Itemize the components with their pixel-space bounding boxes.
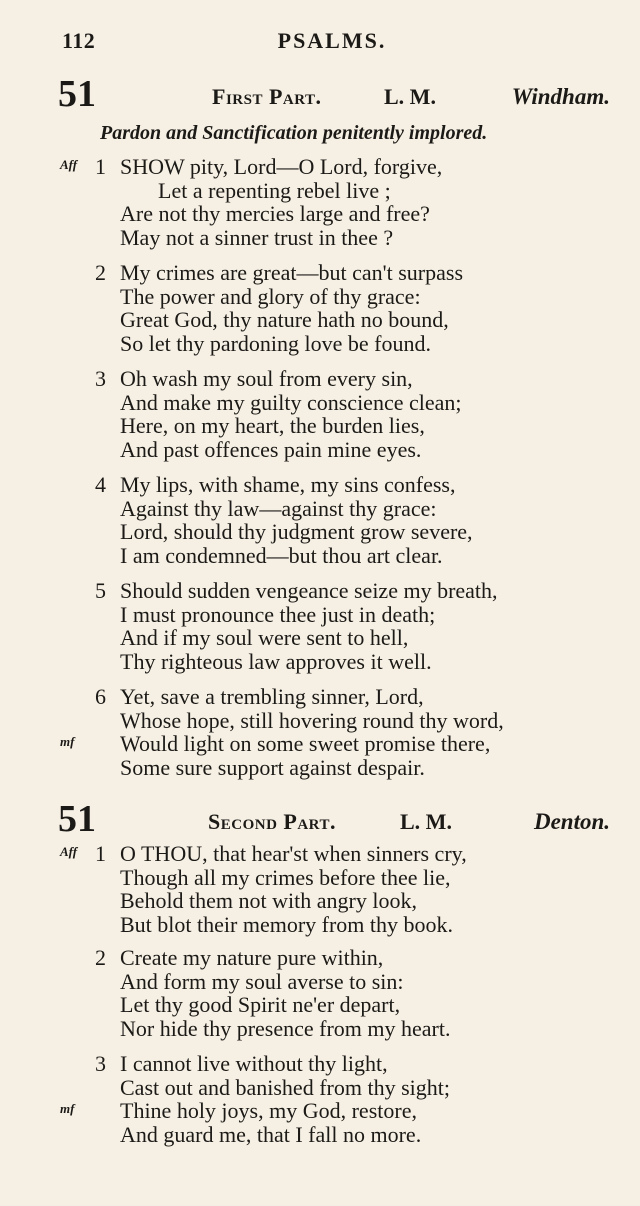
- stanza: [58, 842, 618, 936]
- hymn-subtitle: Pardon and Sanctification penitently implored.: [100, 122, 488, 144]
- verse-line: Here, on my heart, the burden lies,: [120, 413, 425, 438]
- tune-name: Windham.: [511, 84, 610, 109]
- verse-line: Let a repenting rebel live ;: [158, 177, 391, 203]
- verse-line: Thine holy joys, my God, restore,: [120, 1098, 417, 1123]
- verse-line: The power and glory of thy grace:: [120, 283, 421, 309]
- verse-line: Behold them not with angry look,: [120, 888, 417, 913]
- page-number: 112: [62, 28, 96, 53]
- dynamic-marking: Aff: [60, 157, 78, 172]
- stanza: [58, 261, 618, 355]
- verse-line: Are not thy mercies large and free?: [120, 201, 430, 226]
- hymn-number: 51: [58, 798, 96, 840]
- verse-line: Should sudden vengeance seize my breath,: [120, 578, 498, 603]
- page-header: [62, 28, 602, 60]
- meter-label: L. M.: [400, 809, 452, 834]
- hymn-heading-second-part: [58, 799, 610, 843]
- verse-number: 1: [95, 841, 106, 866]
- verse-number: 1: [95, 154, 106, 179]
- dynamic-marking: Aff: [60, 844, 78, 859]
- verse-line: My lips, with shame, my sins confess,: [120, 472, 456, 497]
- verse-line: Oh wash my soul from every sin,: [120, 366, 413, 391]
- verse-line: I cannot live without thy light,: [120, 1051, 388, 1076]
- part-label: First Part.: [212, 84, 322, 109]
- stanza: [58, 367, 618, 461]
- verse-line: Cast out and banished from thy sight;: [120, 1074, 450, 1100]
- dynamic-marking: mf: [60, 1101, 75, 1116]
- verse-number: 6: [95, 684, 106, 709]
- verse-line: Create my nature pure within,: [120, 945, 384, 970]
- hymn-heading-first-part: [58, 74, 610, 118]
- stanza: [58, 685, 618, 779]
- verse-number: 3: [95, 1051, 106, 1076]
- hymn-number: 51: [58, 73, 96, 115]
- verse-line: And if my soul were sent to hell,: [120, 625, 409, 650]
- verse-line: But blot their memory from thy book.: [120, 911, 454, 937]
- verse-line: Though all my crimes before thee lie,: [120, 864, 451, 890]
- verse-line: Nor hide thy presence from my heart.: [120, 1015, 451, 1041]
- stanza: [58, 473, 618, 567]
- running-title: PSALMS.: [277, 28, 387, 53]
- verse-line: Let thy good Spirit ne'er depart,: [120, 992, 401, 1017]
- verse-number: 2: [95, 945, 106, 970]
- verse-line: And guard me, that I fall no more.: [120, 1121, 422, 1147]
- verse-number: 2: [95, 260, 106, 285]
- verse-line: Some sure support against despair.: [120, 754, 425, 780]
- verse-number: 5: [95, 578, 106, 603]
- verse-number: 4: [95, 472, 106, 497]
- verse-number: 3: [95, 366, 106, 391]
- verse-line: Thy righteous law approves it well.: [120, 648, 432, 674]
- meter-label: L. M.: [384, 84, 436, 109]
- verse-line: SHOW pity, Lord—O Lord, forgive,: [120, 154, 443, 179]
- stanza: [58, 946, 618, 1040]
- dynamic-marking: mf: [60, 734, 75, 749]
- part-label: Second Part.: [208, 809, 336, 834]
- verse-line: And make my guilty conscience clean;: [120, 389, 462, 415]
- verse-line: Would light on some sweet promise there,: [120, 731, 491, 756]
- verse-line: And form my soul averse to sin:: [120, 968, 404, 994]
- verse-line: I must pronounce thee just in death;: [120, 601, 436, 627]
- verse-line: And past offences pain mine eyes.: [120, 436, 422, 462]
- stanza: [58, 155, 618, 249]
- verse-line: I am condemned—but thou art clear.: [120, 542, 443, 568]
- verse-line: May not a sinner trust in thee ?: [120, 224, 394, 250]
- verse-line: Great God, thy nature hath no bound,: [120, 307, 449, 332]
- verse-line: O THOU, that hear'st when sinners cry,: [120, 841, 467, 866]
- verse-line: Whose hope, still hovering round thy word,: [120, 707, 504, 733]
- verse-line: Lord, should thy judgment grow severe,: [120, 519, 473, 544]
- verse-line: Against thy law—against thy grace:: [120, 495, 437, 521]
- verse-line: My crimes are great—but can't surpass: [120, 260, 464, 285]
- verse-line: Yet, save a trembling sinner, Lord,: [120, 684, 424, 709]
- stanza: [58, 579, 618, 673]
- verse-line: So let thy pardoning love be found.: [120, 330, 432, 356]
- tune-name: Denton.: [533, 809, 610, 834]
- stanza: [58, 1052, 618, 1146]
